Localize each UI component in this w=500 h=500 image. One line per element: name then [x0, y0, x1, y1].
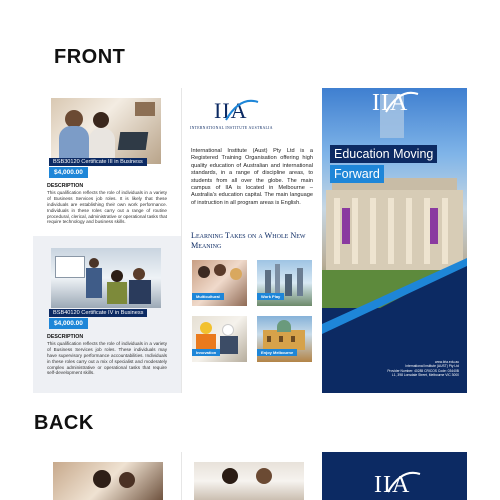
- cover-diagonal-shape: [322, 88, 467, 393]
- provider-number: Provider Number: 40285 CRICOS Code: 03440B: [387, 368, 459, 373]
- office-team-photo: [51, 98, 161, 164]
- address: L1, 398 Lonsdale Street, Melbourne VIC 3000: [391, 372, 459, 377]
- front-heading: FRONT: [54, 46, 126, 68]
- course2-price: $4,000.00: [49, 318, 88, 329]
- tile-innovation: [192, 316, 247, 362]
- course1-description-heading: DESCRIPTION: [47, 183, 84, 189]
- tile-enjoy-melbourne: [257, 316, 312, 362]
- cover-headline-line2: Forward: [330, 165, 384, 183]
- brochure-cover-panel: [322, 88, 467, 393]
- course1-description: This qualification reflects the role of individuals in a variety of Business Services job roles. It is likely that these individuals are establishing their own work performance. Individuals in these roles carry out a range of routine procedural, clerical, administrative or operational tasks that require technology and business skills.: [47, 190, 167, 225]
- swoosh-icon: [384, 468, 424, 496]
- course1-title: BSB30120 Certificate III in Business: [49, 158, 147, 166]
- iia-logo-subtitle: INTERNATIONAL INSTITUTE AUSTRALIA: [190, 126, 273, 130]
- course1-price: $4,000.00: [49, 167, 88, 178]
- course2-title: BSB40120 Certificate IV in Business: [49, 309, 147, 317]
- course2-description-heading: DESCRIPTION: [47, 334, 84, 340]
- cover-headline-line1: Education Moving: [330, 145, 437, 163]
- cover-contact-block: [329, 360, 459, 377]
- back-right-panel: [322, 452, 467, 500]
- tile-multicultural: [192, 260, 247, 306]
- meeting-room-photo: [51, 248, 161, 308]
- iia-logo: [208, 98, 268, 128]
- tile-enjoy-melbourne-label: Enjoy Melbourne: [257, 349, 297, 356]
- back-heading: BACK: [34, 412, 94, 434]
- back-logo-text: IIA: [374, 472, 411, 498]
- iia-logo-text: IIA: [214, 98, 248, 123]
- tile-multicultural-label: Multicultural: [192, 293, 224, 300]
- back-left-photo: [53, 462, 163, 500]
- tagline: Learning Takes on a Whole New Meaning: [191, 231, 306, 250]
- brochure-left-panel: [33, 88, 181, 393]
- tile-work-play: [257, 260, 312, 306]
- tile-innovation-label: Innovation: [192, 349, 220, 356]
- swoosh-icon: [222, 96, 262, 124]
- company-name: International Institute (AUST) Pty Ltd: [405, 364, 459, 369]
- website-link[interactable]: www.iiria.edu.au: [434, 360, 459, 364]
- intro-paragraph: International Institute (Aust) Pty Ltd is a Registered Training Organisation offering high quality education of Australian and international standards, in a range of discipline areas, to students from all over the globe. The main campus of IIA is located in Melbourne – Australia's education capital. The main language of instruction in all program areas is English.: [191, 148, 313, 206]
- back-middle-photo: [194, 462, 304, 500]
- tile-work-play-label: Work Play: [257, 293, 284, 300]
- course2-description: This qualification reflects the role of individuals in a variety of Business Services job roles. These individuals may have supervisory performance accountabilities. Individuals in these roles carry out a mix of specialist and moderately complex administrative or operational tasks that require self-development skills.: [47, 341, 167, 376]
- cover-logo-text: IIA: [372, 90, 409, 116]
- brochure-middle-panel: [181, 88, 322, 393]
- back-middle-panel: [181, 452, 322, 500]
